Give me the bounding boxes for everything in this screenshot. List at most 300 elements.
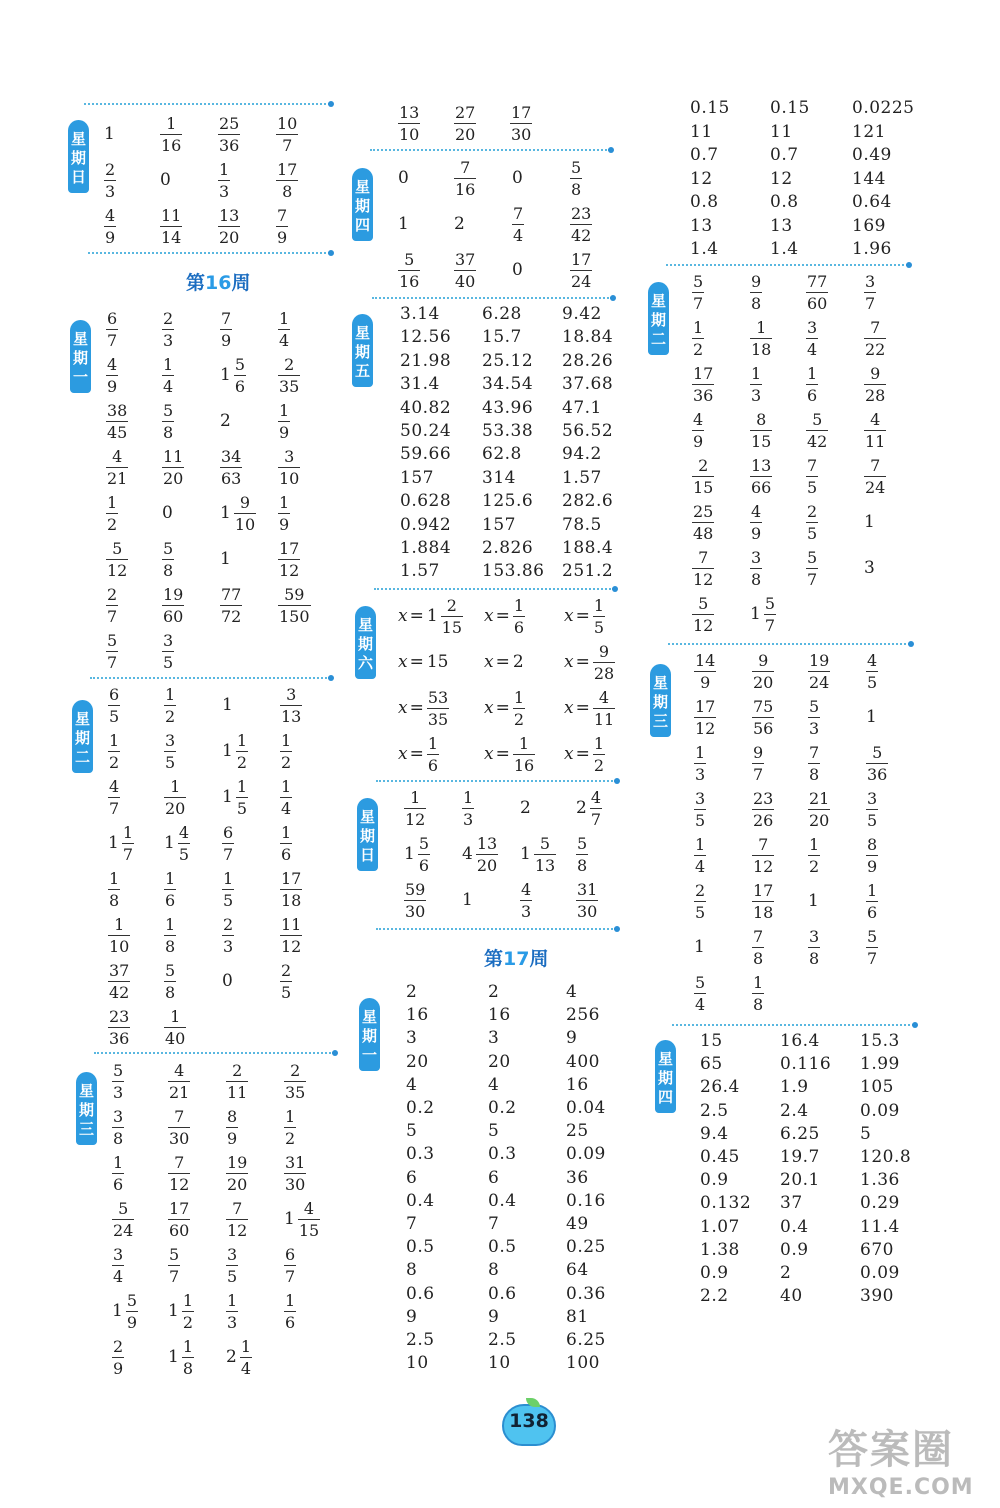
fraction: $\frac{4}{9}$: [105, 205, 116, 247]
answer-cell: [220, 444, 242, 490]
fraction: $\frac{31}{30}$: [577, 879, 598, 921]
answer-cell: [278, 306, 290, 352]
answer-cell: 20: [406, 1051, 429, 1072]
answer-cell: 1 $\frac{1}{2}$: [222, 730, 248, 772]
answer-cell: [752, 786, 774, 832]
fraction: $\frac{5}{4}$: [695, 972, 706, 1014]
answer-cell: [752, 878, 774, 924]
answer-cell: 0.3: [406, 1144, 435, 1165]
answer-cell: 8: [488, 1260, 500, 1281]
answer-cell: 0.16: [566, 1190, 606, 1211]
fraction: $\frac{7}{12}$: [753, 834, 774, 876]
answer-cell: [162, 352, 174, 398]
fraction: $\frac{1}{2}$: [693, 317, 704, 359]
answer-cell: 0.6: [488, 1283, 517, 1304]
answer-cell: 6.25: [566, 1330, 606, 1350]
answer-cell: 1 $\frac{5}{7}$: [750, 593, 776, 635]
answer-cell: [692, 315, 704, 361]
answer-cell: 0.7: [770, 145, 799, 165]
answer-cell: 1: [104, 124, 115, 144]
fraction: $\frac{3}{10}$: [279, 446, 300, 488]
answer-cell: 3.14: [400, 304, 440, 324]
fraction: $\frac{17}{8}$: [277, 159, 298, 201]
answer-cell: 0.45: [700, 1147, 740, 1167]
fraction: $\frac{11}{12}$: [281, 914, 302, 956]
fraction: $\frac{25}{48}$: [693, 501, 714, 543]
answer-cell: [694, 970, 706, 1016]
answer-cell: [576, 831, 588, 877]
day-tab-label: 星 期 四: [354, 178, 370, 234]
answer-cell: [750, 361, 762, 407]
answer-cell: [162, 582, 184, 628]
fraction: $\frac{2}{11}$: [227, 1060, 248, 1102]
fraction: $\frac{1}{7}$: [122, 822, 134, 864]
fraction: $\frac{1}{40}$: [165, 1006, 186, 1048]
answer-cell: 59.66: [400, 444, 452, 465]
answer-cell: [752, 832, 774, 878]
answer-cell: [808, 832, 820, 878]
answer-cell: [278, 582, 311, 628]
answer-cell: [864, 407, 886, 453]
fraction: $\frac{1}{2}$: [285, 1106, 296, 1148]
answer-cell: 0.2: [488, 1098, 517, 1118]
answer-cell: [692, 499, 714, 545]
answer-cell: 2: [780, 1263, 792, 1283]
answer-cell: [106, 444, 128, 490]
fraction: $\frac{2}{3}$: [163, 308, 174, 350]
answer-cell: 10: [406, 1353, 429, 1374]
answer-cell: 1: [864, 512, 875, 532]
answer-cell: 144: [852, 168, 886, 189]
answer-cell: [864, 361, 886, 407]
answer-cell: [280, 912, 302, 958]
fraction: $\frac{7}{8}$: [809, 742, 820, 784]
answer-cell: [108, 958, 130, 1004]
day-tab-label: 星 期 日: [359, 808, 375, 864]
answer-cell: [404, 877, 426, 923]
answer-cell: 36: [566, 1167, 589, 1188]
answer-cell: [454, 247, 476, 293]
fraction: $\frac{5}{8}$: [163, 538, 174, 580]
answer-cell: [278, 398, 290, 444]
answer-cell: 1.9: [780, 1077, 809, 1098]
fraction: $\frac{5}{24}$: [113, 1198, 134, 1240]
fraction: $\frac{1}{9}$: [279, 492, 290, 534]
answer-cell: 0.6: [406, 1283, 435, 1304]
answer-cell: [112, 1150, 124, 1196]
answer-cell: [112, 1058, 124, 1104]
day-tab-friday: [352, 314, 373, 387]
answer-cell: 0.7: [690, 145, 719, 165]
answer-cell: 0.09: [566, 1144, 606, 1165]
page-number-label: 138: [509, 1410, 549, 1432]
answer-cell: 0.36: [566, 1283, 606, 1304]
page-number: [502, 1398, 556, 1446]
answer-cell: 1 $\frac{5}{9}$: [112, 1290, 138, 1332]
answer-cell: [162, 536, 174, 582]
fraction: $\frac{6}{5}$: [109, 684, 120, 726]
fraction: $\frac{2}{5}$: [807, 501, 818, 543]
fraction: $\frac{3}{13}$: [281, 684, 302, 726]
answer-cell: [278, 352, 300, 398]
day-tab-label: 星 期 日: [70, 130, 86, 186]
answer-cell: x = $\frac{1}{5}$: [564, 595, 605, 637]
answer-cell: 13: [770, 215, 793, 236]
answer-cell: 50.24: [400, 421, 452, 441]
answer-cell: [806, 315, 818, 361]
answer-cell: 2.4: [780, 1100, 809, 1121]
answer-cell: [806, 545, 818, 591]
day-tab-wednesday-2: [650, 664, 671, 737]
answer-cell: 2.5: [406, 1330, 435, 1350]
fraction: $\frac{37}{40}$: [455, 249, 476, 291]
answer-cell: [284, 1058, 306, 1104]
day-tab-label: 星 期 一: [361, 1008, 377, 1064]
answer-cell: 15.7: [482, 327, 522, 348]
answer-cell: [866, 832, 878, 878]
day-tab-wednesday: [76, 1072, 97, 1145]
answer-cell: 21.98: [400, 350, 452, 371]
answer-cell: [866, 648, 878, 694]
answer-cell: 9: [406, 1306, 418, 1327]
answer-cell: 11.4: [860, 1216, 900, 1237]
answer-cell: 62.8: [482, 444, 522, 465]
fraction: $\frac{2}{15}$: [441, 595, 463, 637]
answer-cell: [694, 694, 716, 740]
answer-cell: [226, 1242, 238, 1288]
fraction: $\frac{8}{9}$: [227, 1106, 238, 1148]
fraction: $\frac{7}{12}$: [169, 1152, 190, 1194]
day-tab-label: 星 期 五: [354, 324, 370, 380]
answer-cell: 47.1: [562, 397, 602, 418]
answer-cell: [454, 155, 476, 201]
answer-cell: 0.8: [770, 192, 799, 212]
fraction: $\frac{17}{60}$: [169, 1198, 190, 1240]
fraction: $\frac{8}{9}$: [867, 834, 878, 876]
fraction: $\frac{1}{2}$: [809, 834, 820, 876]
fraction: $\frac{1}{3}$: [695, 742, 706, 784]
answer-cell: 15: [700, 1031, 723, 1051]
answer-cell: [108, 866, 120, 912]
answer-cell: [280, 728, 292, 774]
answer-cell: [866, 740, 888, 786]
fraction: $\frac{5}{7}$: [867, 926, 878, 968]
answer-cell: 25: [566, 1121, 589, 1142]
fraction: $\frac{19}{20}$: [227, 1152, 248, 1194]
fraction: $\frac{31}{30}$: [285, 1152, 306, 1194]
fraction: $\frac{7}{12}$: [227, 1198, 248, 1240]
answer-cell: [866, 878, 878, 924]
answer-cell: [164, 912, 176, 958]
fraction: $\frac{1}{3}$: [227, 1290, 238, 1332]
answer-cell: [278, 536, 300, 582]
day-tab-sunday: [68, 120, 89, 193]
answer-cell: 2: [406, 982, 418, 1002]
answer-cell: [106, 490, 118, 536]
fraction: $\frac{2}{15}$: [693, 455, 714, 497]
answer-cell: [218, 203, 240, 249]
fraction: $\frac{4}{5}$: [178, 822, 190, 864]
answer-cell: 6: [406, 1167, 418, 1188]
answer-cell: 12.56: [400, 327, 452, 348]
fraction: $\frac{6}{7}$: [223, 822, 234, 864]
answer-cell: [864, 315, 886, 361]
answer-cell: 121: [852, 121, 886, 142]
answer-cell: 2: [520, 798, 531, 818]
fraction: $\frac{9}{7}$: [753, 742, 764, 784]
fraction: $\frac{7}{24}$: [865, 455, 886, 497]
answer-cell: 7: [406, 1214, 418, 1234]
fraction: $\frac{6}{7}$: [107, 308, 118, 350]
answer-cell: 0: [222, 971, 233, 991]
answer-cell: [106, 582, 118, 628]
fraction: $\frac{13}{20}$: [476, 833, 498, 875]
fraction: $\frac{7}{22}$: [865, 317, 886, 359]
fraction: $\frac{2}{5}$: [281, 960, 292, 1002]
answer-cell: 78.5: [562, 514, 602, 535]
answer-cell: 4: [406, 1074, 418, 1095]
fraction: $\frac{27}{20}$: [455, 102, 476, 144]
fraction: $\frac{59}{150}$: [279, 584, 310, 626]
watermark-site: MXQE.COM: [828, 1475, 974, 1500]
answer-cell: x = $\frac{9}{28}$: [564, 641, 615, 683]
answer-cell: x = $\frac{1}{6}$: [398, 733, 439, 775]
fraction: $\frac{5}{6}$: [418, 833, 430, 875]
fraction: $\frac{2}{3}$: [223, 914, 234, 956]
answer-cell: 37: [780, 1193, 803, 1214]
answer-cell: 9: [566, 1028, 578, 1049]
fraction: $\frac{38}{45}$: [107, 400, 128, 442]
fraction: $\frac{4}{9}$: [751, 501, 762, 543]
answer-cell: 157: [400, 467, 434, 488]
answer-cell: [108, 774, 120, 820]
answer-cell: [162, 398, 174, 444]
fraction: $\frac{4}{9}$: [107, 354, 118, 396]
fraction: $\frac{11}{14}$: [161, 205, 182, 247]
divider: [84, 103, 330, 105]
answer-cell: 1 $\frac{5}{13}$: [520, 833, 556, 875]
answer-cell: [112, 1242, 124, 1288]
answer-cell: [160, 203, 182, 249]
day-tab-monday-2: [359, 998, 380, 1071]
answer-cell: [164, 682, 176, 728]
answer-cell: [220, 582, 242, 628]
fraction: $\frac{5}{8}$: [165, 960, 176, 1002]
answer-cell: [104, 157, 116, 203]
fraction: $\frac{3}{5}$: [695, 788, 706, 830]
answer-cell: 314: [482, 467, 516, 488]
answer-cell: 1: [222, 695, 233, 715]
answer-cell: [164, 774, 186, 820]
answer-cell: [808, 648, 830, 694]
answer-cell: 0.942: [400, 514, 452, 535]
answer-cell: 16: [406, 1005, 429, 1026]
answer-cell: [168, 1058, 190, 1104]
answer-cell: 2.5: [700, 1100, 729, 1121]
fraction: $\frac{19}{24}$: [809, 650, 830, 692]
fraction: $\frac{4}{7}$: [109, 776, 120, 818]
fraction: $\frac{17}{30}$: [511, 102, 532, 144]
answer-cell: 18.84: [562, 327, 614, 348]
answer-cell: 40.82: [400, 397, 452, 418]
answer-cell: [808, 924, 820, 970]
fraction: $\frac{1}{6}$: [427, 733, 439, 775]
answer-cell: 94.2: [562, 444, 602, 465]
answer-cell: [222, 866, 234, 912]
answer-cell: [576, 877, 598, 923]
fraction: $\frac{1}{2}$: [593, 733, 605, 775]
answer-cell: [226, 1058, 248, 1104]
fraction: $\frac{13}{20}$: [219, 205, 240, 247]
fraction: $\frac{7}{5}$: [807, 455, 818, 497]
answer-cell: [752, 694, 774, 740]
fraction: $\frac{3}{8}$: [809, 926, 820, 968]
answer-cell: [106, 536, 128, 582]
answer-cell: [280, 682, 302, 728]
answer-cell: 400: [566, 1051, 600, 1072]
answer-cell: 0: [512, 168, 523, 188]
watermark: [828, 1418, 998, 1498]
answer-cell: 5: [488, 1121, 500, 1142]
fraction: $\frac{1}{2}$: [109, 730, 120, 772]
answer-cell: [164, 958, 176, 1004]
answer-cell: 11: [770, 121, 793, 142]
fraction: $\frac{1}{8}$: [165, 914, 176, 956]
answer-cell: 40: [780, 1286, 803, 1307]
fraction: $\frac{1}{6}$: [513, 595, 525, 637]
answer-cell: 81: [566, 1306, 589, 1327]
day-tab-label: 星 期 二: [74, 710, 90, 766]
answer-cell: [218, 157, 230, 203]
answer-cell: 282.6: [562, 491, 614, 512]
answer-cell: 188.4: [562, 538, 614, 558]
answer-cell: [284, 1242, 296, 1288]
answer-cell: 1: [462, 890, 473, 910]
fraction: $\frac{17}{12}$: [279, 538, 300, 580]
answer-cell: [284, 1150, 306, 1196]
answer-cell: [404, 785, 426, 831]
fraction: $\frac{3}{5}$: [867, 788, 878, 830]
fraction: $\frac{1}{10}$: [109, 914, 130, 956]
answer-cell: 6: [488, 1167, 500, 1188]
week-16-heading: 第16周: [186, 272, 251, 294]
answer-cell: 0.49: [852, 145, 892, 165]
answer-cell: [694, 878, 706, 924]
fraction: $\frac{23}{36}$: [109, 1006, 130, 1048]
day-tab-label: 星 期 四: [657, 1050, 673, 1106]
fraction: $\frac{11}{20}$: [163, 446, 184, 488]
answer-cell: 20.1: [780, 1170, 820, 1191]
answer-cell: [226, 1196, 248, 1242]
answer-cell: 4: [566, 982, 578, 1002]
fraction: $\frac{1}{3}$: [463, 787, 474, 829]
answer-cell: 1 $\frac{4}{15}$: [284, 1198, 320, 1240]
answer-cell: [112, 1104, 124, 1150]
answer-cell: [160, 111, 182, 157]
fraction: $\frac{13}{66}$: [751, 455, 772, 497]
answer-cell: 16.4: [780, 1031, 820, 1051]
answer-cell: x = 15: [398, 652, 449, 672]
fraction: $\frac{8}{15}$: [751, 409, 772, 451]
answer-cell: 1 $\frac{1}{7}$: [108, 822, 134, 864]
day-tab-sunday-2: [357, 798, 378, 871]
day-tab-label: 星 期 二: [650, 292, 666, 348]
answer-cell: [806, 499, 818, 545]
answer-cell: 1.96: [852, 239, 892, 259]
fraction: $\frac{4}{9}$: [693, 409, 704, 451]
answer-cell: [752, 648, 774, 694]
fraction: $\frac{6}{7}$: [285, 1244, 296, 1286]
answer-cell: [106, 306, 118, 352]
answer-cell: [750, 453, 772, 499]
answer-cell: 256: [566, 1005, 600, 1026]
answer-cell: 5: [406, 1121, 418, 1142]
answer-cell: 1.38: [700, 1239, 740, 1260]
fraction: $\frac{37}{42}$: [109, 960, 130, 1002]
answer-cell: 105: [860, 1077, 894, 1098]
answer-cell: 15.3: [860, 1031, 900, 1051]
answer-cell: 0.9: [700, 1170, 729, 1191]
day-tab-label: 星 期 六: [357, 616, 373, 672]
answer-cell: 100: [566, 1353, 600, 1374]
answer-cell: [284, 1288, 296, 1334]
answer-cell: [164, 728, 176, 774]
fraction: $\frac{17}{24}$: [571, 249, 592, 291]
answer-cell: [692, 407, 704, 453]
answer-cell: [276, 203, 288, 249]
answer-cell: 1.07: [700, 1216, 740, 1237]
answer-cell: 10: [488, 1353, 511, 1374]
answer-cell: 0.09: [860, 1263, 900, 1283]
answer-cell: [278, 444, 300, 490]
answer-cell: 16: [566, 1074, 589, 1095]
fraction: $\frac{1}{4}$: [163, 354, 174, 396]
fraction: $\frac{23}{42}$: [571, 203, 592, 245]
day-tab-tuesday: [72, 700, 93, 773]
fraction: $\frac{4}{3}$: [521, 879, 532, 921]
divider: [668, 643, 910, 645]
fraction: $\frac{75}{56}$: [753, 696, 774, 738]
answer-cell: 120.8: [860, 1147, 912, 1167]
answer-cell: [284, 1104, 296, 1150]
fraction: $\frac{1}{8}$: [182, 1336, 194, 1378]
fraction: $\frac{1}{5}$: [593, 595, 605, 637]
answer-cell: [806, 407, 828, 453]
answer-cell: 0.4: [488, 1190, 517, 1211]
answer-cell: [864, 453, 886, 499]
answer-cell: [570, 247, 592, 293]
divider: [372, 297, 612, 299]
answer-cell: 0.8: [690, 192, 719, 212]
fraction: $\frac{7}{8}$: [753, 926, 764, 968]
fraction: $\frac{21}{20}$: [809, 788, 830, 830]
answer-cell: 9: [488, 1306, 500, 1327]
answer-cell: 1.99: [860, 1054, 900, 1075]
fraction: $\frac{1}{2}$: [513, 687, 525, 729]
answer-cell: [280, 958, 292, 1004]
answer-cell: 1: [694, 937, 705, 957]
fraction: $\frac{13}{10}$: [399, 102, 420, 144]
answer-cell: [106, 628, 118, 674]
day-tab-saturday: [355, 606, 376, 679]
fraction: $\frac{1}{5}$: [236, 776, 248, 818]
answer-cell: 0.5: [406, 1237, 435, 1258]
fraction: $\frac{5}{16}$: [399, 249, 420, 291]
answer-cell: [512, 201, 524, 247]
fraction: $\frac{1}{6}$: [113, 1152, 124, 1194]
day-tab-label: 星 期 一: [72, 330, 88, 386]
answer-cell: 169: [852, 215, 886, 236]
